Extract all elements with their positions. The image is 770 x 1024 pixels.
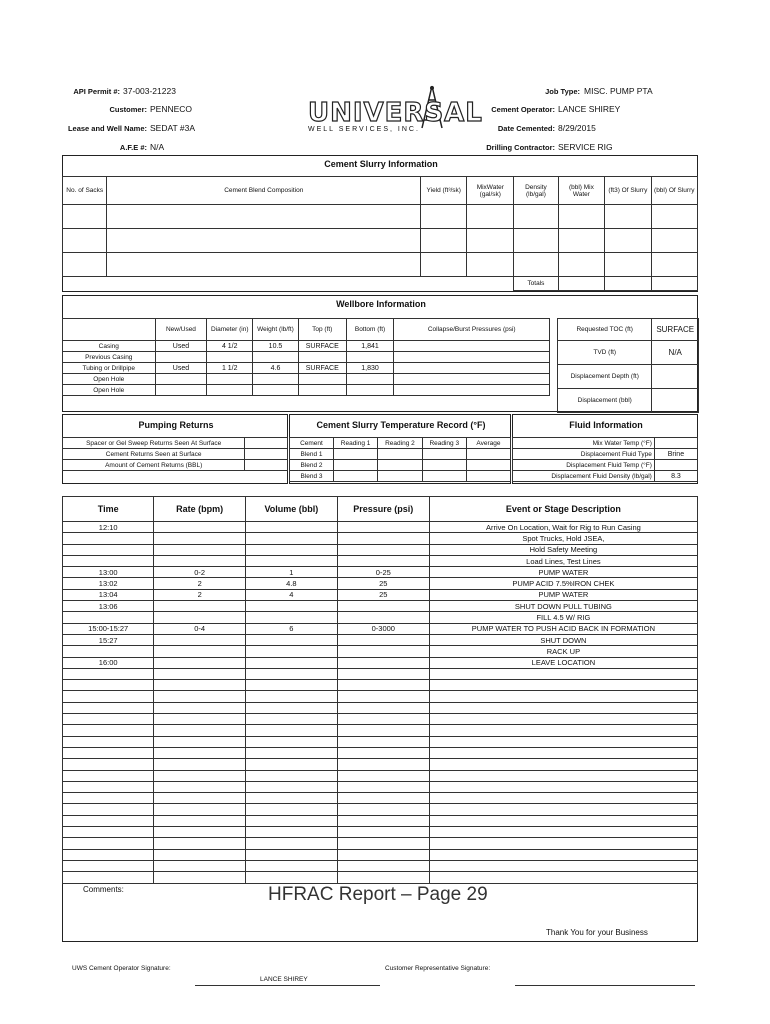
table-row xyxy=(63,680,698,691)
table-row xyxy=(63,747,698,758)
col-volume: Volume (bbl) xyxy=(245,497,337,522)
customer-value: PENNECO xyxy=(150,104,193,114)
time-log-section xyxy=(62,496,698,942)
thanks-text: Thank You for your Business xyxy=(546,928,648,937)
table-row xyxy=(63,872,698,883)
wellbore-title: Wellbore Information xyxy=(336,299,426,309)
logo-subtitle: WELL SERVICES, INC. xyxy=(308,126,420,133)
table-row: 16:00 LEAVE LOCATION xyxy=(63,657,698,668)
table-row: Spacer or Gel Sweep Returns Seen At Surface xyxy=(63,438,288,449)
table-row: Load Lines, Test Lines xyxy=(63,555,698,566)
table-row: Previous Casing xyxy=(63,352,550,363)
table-row xyxy=(63,736,698,747)
temp-title: Cement Slurry Temperature Record (°F) xyxy=(316,420,486,430)
table-row: Spot Trucks, Hold JSEA, xyxy=(63,533,698,544)
api-permit-label: API Permit #: xyxy=(73,87,120,96)
wellbore-table xyxy=(62,318,550,396)
table-row xyxy=(63,849,698,860)
table-row: Blend 1 xyxy=(290,449,511,460)
col-sacks: No. of Sacks xyxy=(63,177,107,205)
col-pressure: Pressure (psi) xyxy=(337,497,429,522)
table-row: 15:00-15:27 0-4 6 0-3000 PUMP WATER TO PUSH ACID BACK IN FORMATION xyxy=(63,623,698,634)
table-row: Amount of Cement Returns (BBL) xyxy=(63,460,288,471)
pumping-title: Pumping Returns xyxy=(138,420,214,430)
col-rate: Rate (bpm) xyxy=(154,497,246,522)
table-row xyxy=(63,770,698,781)
col-density: Density (lb/gal) xyxy=(514,177,559,205)
pumping-table xyxy=(62,437,288,471)
contractor-value: SERVICE RIG xyxy=(558,142,613,152)
customer-signature-label: Customer Representative Signature: xyxy=(385,965,491,972)
table-row: FILL 4.5 W/ RIG xyxy=(63,612,698,623)
lease-label: Lease and Well Name: xyxy=(67,124,147,133)
fluid-title: Fluid Information xyxy=(569,420,643,430)
table-row: Hold Safety Meeting xyxy=(63,544,698,555)
table-row xyxy=(63,205,698,229)
requested-toc-value: SURFACE xyxy=(652,319,699,341)
logo-wordmark: UNIVERSAL xyxy=(308,98,483,128)
fluid-section xyxy=(512,414,698,484)
col-top: Top (ft) xyxy=(298,319,346,341)
table-row: 13:06 SHUT DOWN PULL TUBING xyxy=(63,601,698,612)
displacement-label: Displacement (bbl) xyxy=(558,389,652,413)
table-row xyxy=(63,702,698,713)
table-row: Blend 3 xyxy=(290,471,511,482)
totals-label: Totals xyxy=(514,277,559,291)
slurry-section xyxy=(62,155,698,292)
pumping-section xyxy=(62,414,288,484)
time-log-table xyxy=(62,496,698,884)
col-mixwater-bbl: (bbl) Mix Water xyxy=(558,177,604,205)
table-row xyxy=(63,253,698,277)
tvd-value: N/A xyxy=(652,341,699,365)
col-bottom: Bottom (ft) xyxy=(346,319,394,341)
wellbore-section xyxy=(62,295,698,412)
page-title: HFRAC Report – Page 29 xyxy=(268,884,488,905)
table-row: 12:10 Arrive On Location, Wait for Rig to Run Casing xyxy=(63,522,698,533)
table-row: 15:27 SHUT DOWN xyxy=(63,634,698,645)
table-row: Open Hole xyxy=(63,374,550,385)
job-type-label: Job Type: xyxy=(545,87,580,96)
col-slurry-bbl: (bbl) Of Slurry xyxy=(651,177,697,205)
table-row xyxy=(63,815,698,826)
slurry-title: Cement Slurry Information xyxy=(324,159,438,169)
table-row: Mix Water Temp (°F) xyxy=(513,438,698,449)
table-row xyxy=(63,838,698,849)
uws-signature-name: LANCE SHIREY xyxy=(260,976,308,983)
contractor-label: Drilling Contractor: xyxy=(486,143,555,152)
table-row xyxy=(63,691,698,702)
date-label: Date Cemented: xyxy=(497,124,555,133)
temp-table: Cement Reading 1 Reading 2 Reading 3 Average Blend 1 Blend 2 Blend 3 xyxy=(289,437,511,482)
col-weight: Weight (lb/ft) xyxy=(253,319,299,341)
customer-signature-line[interactable] xyxy=(515,985,695,986)
requested-toc-label: Requested TOC (ft) xyxy=(558,319,652,341)
operator-label: Cement Operator: xyxy=(491,105,555,114)
table-row: Displacement Fluid Density (lb/gal) 8.3 xyxy=(513,471,698,482)
operator-value: LANCE SHIREY xyxy=(558,104,621,114)
lease-value: SEDAT #3A xyxy=(150,123,196,133)
uws-signature-label: UWS Cement Operator Signature: xyxy=(72,965,171,972)
table-row: Displacement Fluid Type Brine xyxy=(513,449,698,460)
col-diameter: Diameter (in) xyxy=(207,319,253,341)
wellbore-side-table xyxy=(557,318,699,413)
temp-section xyxy=(289,414,511,484)
api-permit-value: 37-003-21223 xyxy=(123,86,176,96)
fluid-table xyxy=(512,437,698,482)
col-time: Time xyxy=(63,497,154,522)
table-row xyxy=(63,827,698,838)
table-row xyxy=(63,668,698,679)
date-value: 8/29/2015 xyxy=(558,123,596,133)
afe-label: A.F.E #: xyxy=(119,143,147,152)
col-blend: Cement Blend Composition xyxy=(107,177,421,205)
table-row xyxy=(63,781,698,792)
comments-label: Comments: xyxy=(83,885,124,894)
company-logo xyxy=(300,90,483,135)
table-row: Casing Used 4 1/2 10.5 SURFACE 1,841 xyxy=(63,341,550,352)
uws-signature-line xyxy=(195,985,380,986)
table-row xyxy=(63,860,698,871)
col-pressures: Collapse/Burst Pressures (psi) xyxy=(394,319,550,341)
tvd-label: TVD (ft) xyxy=(558,341,652,365)
customer-label: Customer: xyxy=(109,105,147,114)
afe-value: N/A xyxy=(150,142,165,152)
table-row xyxy=(63,804,698,815)
job-type-value: MISC. PUMP PTA xyxy=(584,86,653,96)
slurry-table xyxy=(62,176,698,291)
col-mixwater-gal: MixWater (gal/sk) xyxy=(467,177,514,205)
table-row: 13:04 2 4 25 PUMP WATER xyxy=(63,589,698,600)
header xyxy=(0,0,770,160)
col-yield: Yield (ft³/sk) xyxy=(421,177,467,205)
table-row: Cement Returns Seen at Surface xyxy=(63,449,288,460)
col-newused: New/Used xyxy=(155,319,207,341)
table-row xyxy=(63,229,698,253)
table-row xyxy=(63,793,698,804)
table-row: Tubing or Drillpipe Used 1 1/2 4.6 SURFACE 1,830 xyxy=(63,363,550,374)
table-row xyxy=(63,714,698,725)
table-row: Displacement Fluid Temp (°F) xyxy=(513,460,698,471)
table-row: Blend 2 xyxy=(290,460,511,471)
table-row: RACK UP xyxy=(63,646,698,657)
table-row: 13:00 0-2 1 0-25 PUMP WATER xyxy=(63,567,698,578)
table-row: Open Hole xyxy=(63,385,550,396)
table-row xyxy=(63,759,698,770)
col-event: Event or Stage Description xyxy=(429,497,697,522)
col-slurry-ft3: (ft3) Of Slurry xyxy=(605,177,651,205)
displacement-depth-label: Displacement Depth (ft) xyxy=(558,365,652,389)
table-row: 13:02 2 4.8 25 PUMP ACID 7.5%IRON CHEK xyxy=(63,578,698,589)
table-row xyxy=(63,725,698,736)
